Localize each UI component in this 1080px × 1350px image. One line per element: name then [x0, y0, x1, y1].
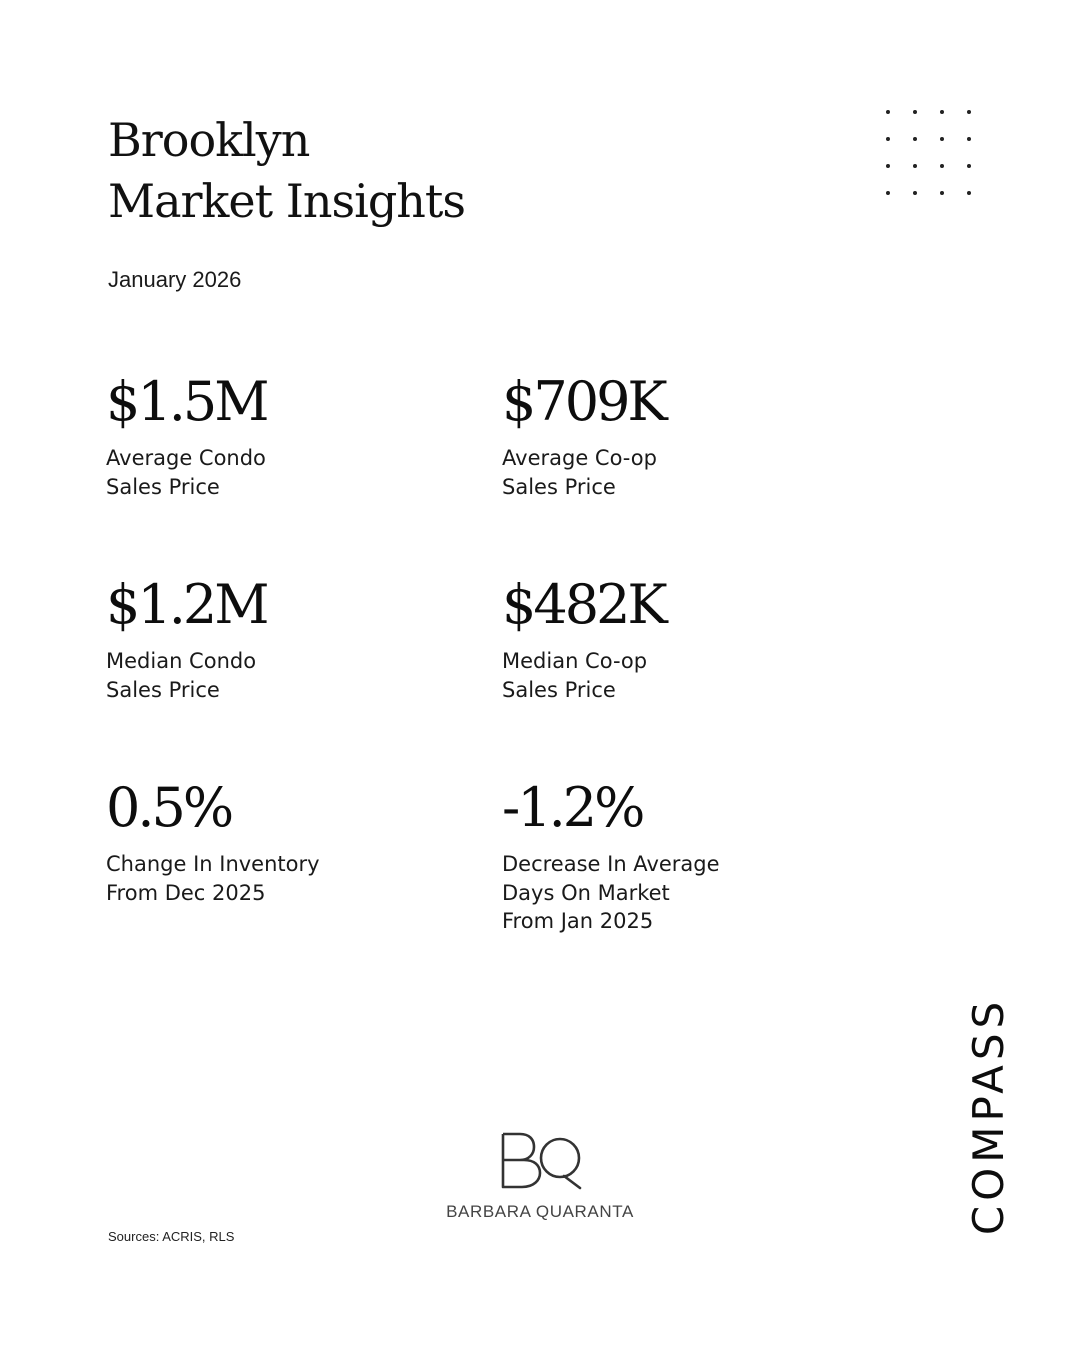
- dot: [913, 137, 917, 141]
- dot: [913, 110, 917, 114]
- dot: [886, 110, 890, 114]
- stat-label-line: From Dec 2025: [106, 880, 266, 905]
- stat-median-coop-price: [502, 575, 665, 704]
- stat-inventory-change: [106, 778, 320, 907]
- stat-value: $709K: [502, 370, 665, 433]
- dot: [940, 191, 944, 195]
- dot: [940, 137, 944, 141]
- dot: [886, 191, 890, 195]
- page-title: [108, 110, 465, 232]
- dot: [967, 110, 971, 114]
- stat-label-line: Days On Market: [502, 880, 670, 905]
- stat-value: $482K: [502, 573, 665, 636]
- stat-label-line: Decrease In Average: [502, 852, 720, 876]
- stat-label: [106, 850, 320, 907]
- stat-label-line: Median Condo: [106, 649, 257, 673]
- agent-name: BARBARA QUARANTA: [446, 1202, 634, 1221]
- stat-label-line: Sales Price: [106, 474, 220, 499]
- dot: [886, 137, 890, 141]
- stat-label: [502, 444, 665, 501]
- compass-logo: COMPASS: [964, 996, 1013, 1236]
- stat-value: 0.5%: [106, 776, 232, 839]
- stat-label-line: Sales Price: [502, 677, 616, 702]
- stat-label-line: Average Co-op: [502, 446, 657, 470]
- dot: [913, 191, 917, 195]
- title-line-brooklyn: Brooklyn: [108, 113, 310, 167]
- bq-monogram-logo: [500, 1130, 584, 1192]
- report-date: January 2026: [108, 267, 242, 292]
- dot: [940, 110, 944, 114]
- stat-days-on-market-change: [502, 778, 720, 936]
- stat-label-line: Sales Price: [502, 474, 616, 499]
- dot: [940, 164, 944, 168]
- stat-label-line: Sales Price: [106, 677, 220, 702]
- dot: [967, 164, 971, 168]
- stat-label: [106, 444, 267, 501]
- dot: [886, 164, 890, 168]
- dot: [967, 191, 971, 195]
- stat-label-line: From Jan 2025: [502, 909, 654, 933]
- sources-note: Sources: ACRIS, RLS: [108, 1229, 235, 1244]
- dot: [913, 164, 917, 168]
- stat-label-line: Average Condo: [106, 446, 266, 470]
- stat-label-line: Change In Inventory: [106, 852, 320, 876]
- agent-logo: [440, 1130, 640, 1230]
- dot-grid-icon: [884, 108, 976, 200]
- dot: [967, 137, 971, 141]
- stat-average-condo-price: [106, 372, 267, 501]
- stat-average-coop-price: [502, 372, 665, 501]
- stat-label-line: Median Co-op: [502, 649, 648, 673]
- stat-value: $1.5M: [106, 370, 267, 433]
- stat-label: [502, 647, 665, 704]
- stat-label: [106, 647, 267, 704]
- stat-value: $1.2M: [106, 573, 267, 636]
- stat-median-condo-price: [106, 575, 267, 704]
- stat-label: [502, 850, 720, 936]
- title-line-market-insights: Market Insights: [108, 174, 465, 228]
- stat-value: -1.2%: [502, 776, 643, 839]
